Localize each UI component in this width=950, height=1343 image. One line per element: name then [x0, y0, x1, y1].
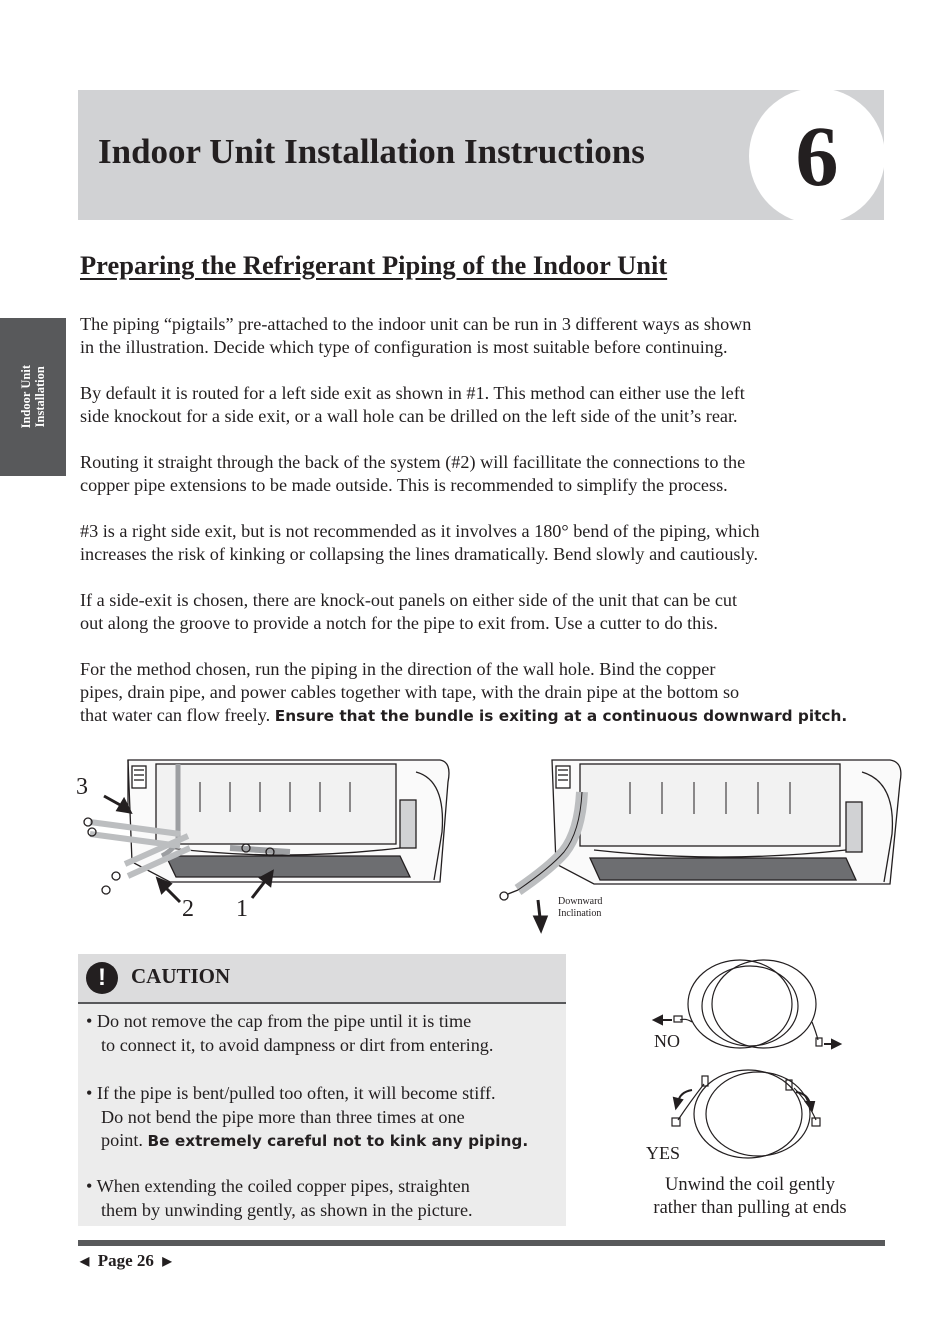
caution-title: CAUTION [131, 964, 231, 988]
caution-item-bending: • If the pipe is bent/pulled too often, it will become stiff. Do not bend the pipe more than three times at one point. Be extremely careful not to kink any piping. [86, 1083, 529, 1150]
route-label-1: 1 [236, 896, 248, 922]
route-label-3: 3 [76, 774, 88, 800]
paragraph-rear-exit: Routing it straight through the back of the system (#2) will facillitate the connections to the copper pipe extensions to be made outside. This is recommended to simplify the process. [80, 452, 746, 495]
route-label-2: 2 [182, 896, 194, 922]
kink-warning: Be extremely careful not to kink any piping. [147, 1132, 529, 1150]
page-indicator [80, 1251, 172, 1271]
coil-no-label: NO [654, 1031, 680, 1051]
coil-caption-line2: rather than pulling at ends [653, 1198, 847, 1218]
caution-item-unwinding: • When extending the coiled copper pipes, straighten them by unwinding gently, as shown in the picture. [86, 1176, 473, 1220]
paragraph-knockout-panels: If a side-exit is chosen, there are knock-out panels on either side of the unit that can be cut out along the groove to provide a notch for the pipe to exit from. Use a cutter to do this. [80, 590, 738, 633]
coil-caption [610, 1174, 890, 1220]
next-page-icon[interactable]: ▶ [162, 1254, 172, 1268]
bundle-pitch-warning: Ensure that the bundle is exiting at a continuous downward pitch. [274, 707, 848, 725]
downward-label-line2: Inclination [558, 908, 602, 919]
side-tab-label: Indoor Unit Installation [19, 365, 47, 429]
coil-unwinding-figure [580, 952, 910, 1172]
paragraph-right-exit: #3 is a right side exit, but is not recommended as it involves a 180° bend of the piping, which increases the risk of kinking or collapsing the lines dramatically. Bend slowly and cautiously. [80, 521, 760, 564]
paragraph-bundle-routing: For the method chosen, run the piping in the direction of the wall hole. Bind the copper pipes, drain pipe, and power cables together with tape, with the drain pipe at the bottom so that water can flow freely. Ensure that the bundle is exiting at a continuous downward pitch. [80, 659, 848, 725]
caution-item-cap: • Do not remove the cap from the pipe until it is time to connect it, to avoid dampness or dirt from entering. [86, 1011, 494, 1055]
chapter-title: Indoor Unit Installation Instructions [98, 132, 645, 171]
downward-inclination-figure [490, 752, 910, 934]
paragraph-piping-intro: The piping “pigtails” pre-attached to the indoor unit can be run in 3 different ways as shown in the illustration. Decide which type of configuration is most suitable before continuing. [80, 314, 752, 357]
page-number: Page 26 [97, 1251, 154, 1270]
chapter-number: 6 [795, 108, 839, 204]
footer-rule [78, 1240, 885, 1246]
section-title: Preparing the Refrigerant Piping of the Indoor Unit [80, 250, 668, 280]
coil-caption-line1: Unwind the coil gently [664, 1175, 836, 1195]
exclamation-icon: ! [86, 962, 118, 994]
coil-yes-label: YES [646, 1143, 681, 1163]
downward-inclination-label [558, 896, 605, 919]
previous-page-icon[interactable]: ◀ [80, 1254, 90, 1268]
downward-label-line1: Downward [558, 896, 603, 907]
paragraph-left-exit: By default it is routed for a left side exit as shown in #1. This method can either use the left side knockout for a side exit, or a wall hole can be drilled on the left side of the unit’s rear. [80, 383, 745, 426]
piping-routing-options-figure [70, 752, 460, 932]
